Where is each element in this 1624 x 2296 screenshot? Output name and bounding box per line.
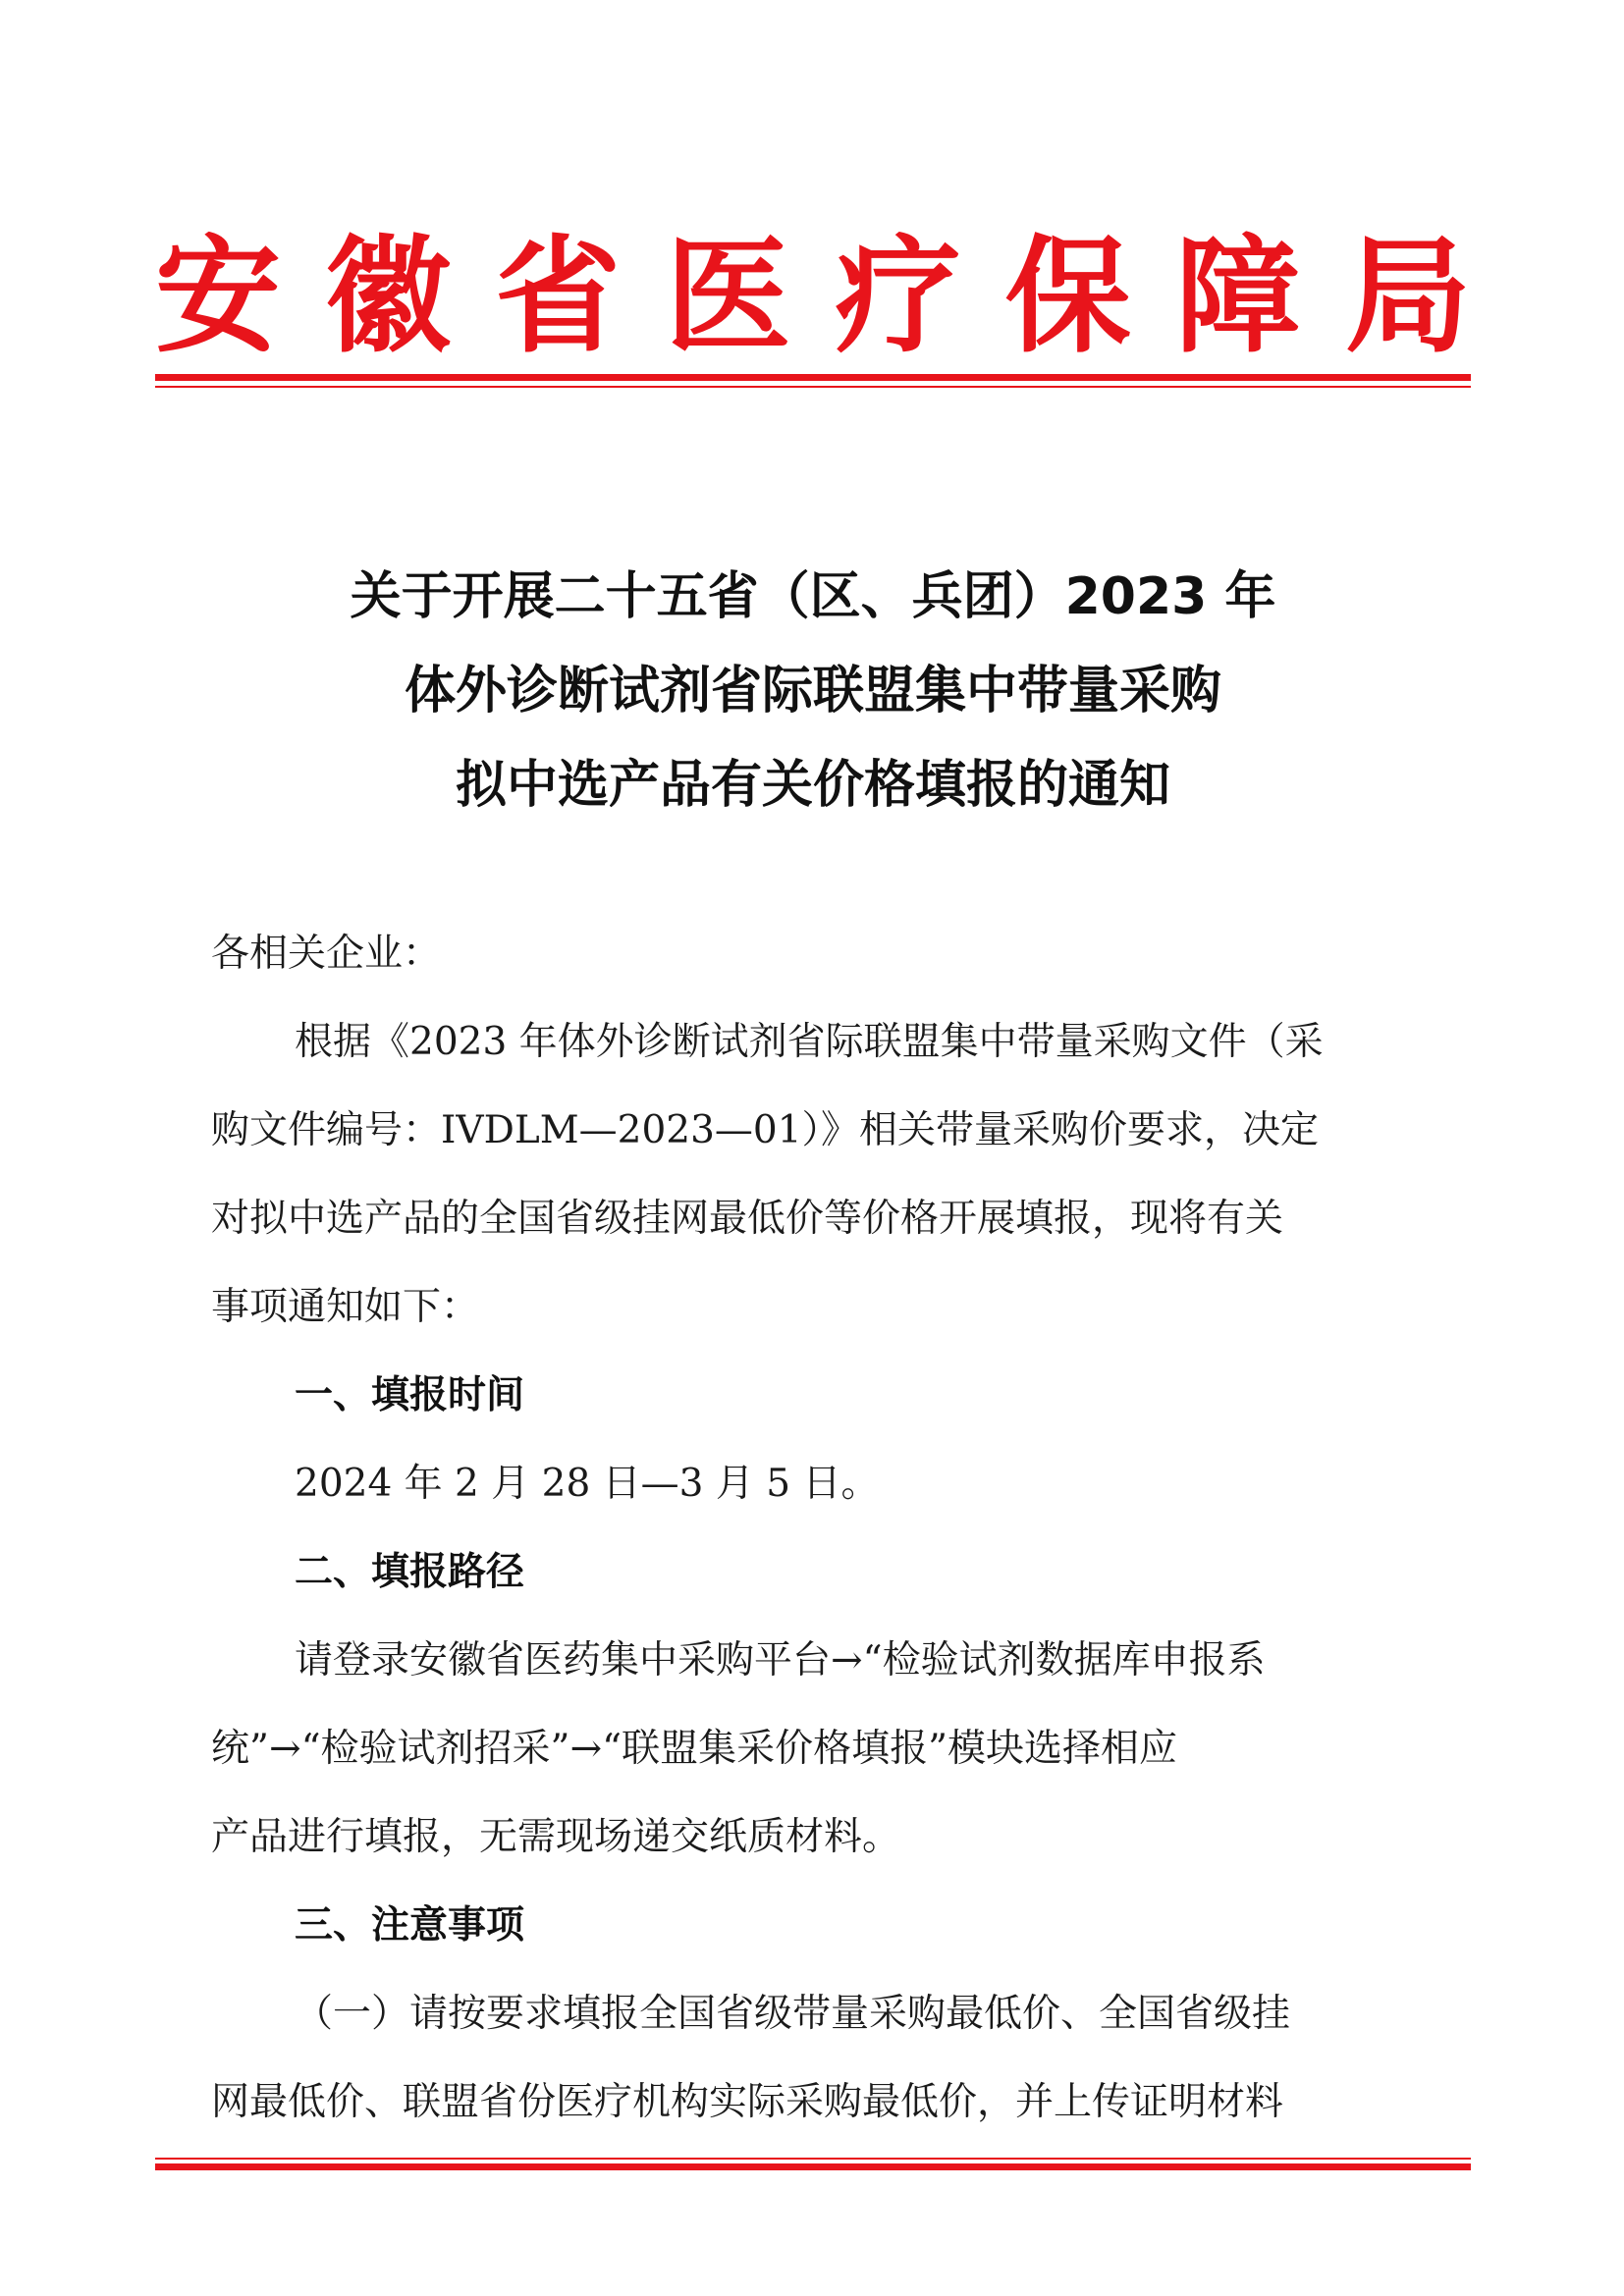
masthead-char: 徽: [325, 223, 452, 370]
intro-line-2: 购文件编号：IVDLM—2023—01）》相关带量采购价要求，决定: [211, 1108, 1320, 1152]
section-2-heading: 二、填报路径: [295, 1550, 525, 1594]
section-1-heading: 一、填报时间: [295, 1373, 525, 1417]
title-line-3: 拟中选产品有关价格填报的通知: [455, 756, 1170, 815]
masthead-char: 局: [1344, 223, 1471, 370]
masthead-char: 保: [1004, 223, 1131, 370]
masthead-char: 省: [495, 223, 622, 370]
salutation: 各相关企业：: [211, 932, 442, 976]
intro-line-4: 事项通知如下：: [211, 1285, 480, 1329]
document-title: [155, 550, 1471, 832]
section-2-line-1: 请登录安徽省医药集中采购平台→“检验试剂数据库申报系: [295, 1638, 1266, 1682]
section-2-line-3: 产品进行填报，无需现场递交纸质材料。: [211, 1815, 901, 1859]
masthead-rule-thin: [155, 386, 1471, 388]
masthead-char: 医: [665, 223, 791, 370]
intro-line-3: 对拟中选产品的全国省级挂网最低价等价格开展填报，现将有关: [211, 1197, 1284, 1241]
masthead-char: 安: [155, 223, 282, 370]
title-line-1: 关于开展二十五省（区、兵团）2023 年: [350, 567, 1276, 626]
masthead-char: 障: [1174, 223, 1301, 370]
section-2-line-2: 统”→“检验试剂招采”→“联盟集采价格填报”模块选择相应: [211, 1727, 1178, 1771]
section-1-content: 2024 年 2 月 28 日—3 月 5 日。: [295, 1462, 880, 1506]
footer-rule-thin: [155, 2158, 1471, 2160]
title-line-2: 体外诊断试剂省际联盟集中带量采购: [404, 662, 1221, 721]
section-3-line-1: （一）请按要求填报全国省级带量采购最低价、全国省级挂: [295, 1992, 1291, 2036]
section-3-heading: 三、注意事项: [295, 1903, 525, 1948]
masthead-rule-thick: [155, 374, 1471, 381]
footer-rule-thick: [155, 2163, 1471, 2170]
masthead-title: [155, 218, 1471, 375]
masthead-char: 疗: [835, 223, 961, 370]
intro-line-1: 根据《2023 年体外诊断试剂省际联盟集中带量采购文件（采: [295, 1020, 1324, 1064]
section-3-line-2: 网最低价、联盟省份医疗机构实际采购最低价，并上传证明材料: [211, 2080, 1284, 2124]
